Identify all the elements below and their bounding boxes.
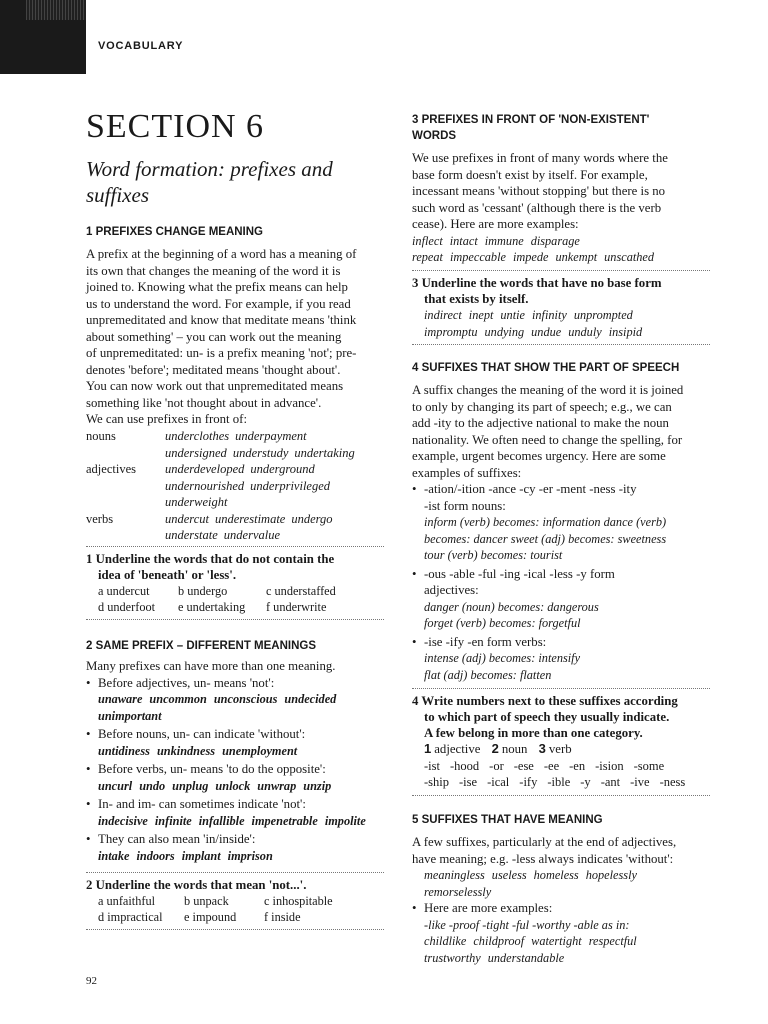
bullet-item: • Before verbs, un- means 'to do the opposite': uncurl undo unplug unlock unwrap unzip [86, 761, 384, 794]
word: impede [512, 250, 549, 264]
word: impolite [324, 813, 366, 828]
suffix-row [412, 758, 710, 775]
word: infallible [198, 813, 245, 828]
s1-line: something like 'not thought about in advance'. [86, 395, 322, 410]
word: unscathed [604, 250, 655, 264]
word[interactable]: impromptu [424, 324, 478, 339]
category-list [412, 741, 710, 758]
s2-intro: Many prefixes can have more than one meaning. [86, 659, 336, 673]
word[interactable]: inept [468, 308, 494, 322]
example-words [98, 743, 384, 760]
section-title: SECTION 6 [86, 108, 265, 145]
corner-texture [26, 0, 86, 20]
suffix-list: -like -proof -tight -ful -worthy -able as in: [424, 917, 630, 932]
category-number: 2 [491, 741, 499, 756]
suffix[interactable]: -ship [424, 775, 449, 789]
bullet-line: flat (adj) becomes: flatten [424, 667, 552, 682]
s4-line: A suffix changes the meaning of the word it is joined [412, 383, 684, 397]
suffix[interactable]: -ee [543, 758, 560, 773]
exercise-question: Write numbers next to these suffixes according [421, 694, 678, 708]
exercise-options [86, 583, 384, 615]
word: unkempt [555, 250, 598, 264]
word: underweight [165, 495, 228, 509]
prefix-table [86, 428, 384, 544]
word: undervalue [223, 528, 281, 542]
bullet-item: • -ise -ify -en form verbs: intense (adj) becomes: intensify flat (adj) becomes: flatten [412, 634, 710, 684]
word: hopelessly [585, 868, 637, 882]
bullet-item: • Before adjectives, un- means 'not': unaware uncommon unconscious undecided unimportant [86, 675, 384, 725]
exercise-1 [86, 546, 384, 620]
exercise-number: 2 [86, 878, 93, 892]
bullet-text: They can also mean 'in/inside': [98, 832, 256, 846]
exercise-words [412, 307, 710, 324]
bullet-line: -ise -ify -en form verbs: [424, 634, 547, 649]
s5-heading: 5 SUFFIXES THAT HAVE MEANING [412, 814, 603, 826]
word: unwrap [257, 778, 297, 793]
option[interactable]: b unpack [184, 894, 229, 908]
suffix[interactable]: -ive [630, 775, 650, 789]
s3-line: incessant means 'without stopping' but there is no [412, 184, 666, 198]
s1-line: of unpremeditated: un- is a prefix meaning 'not'; pre- [86, 346, 357, 360]
word: unkindness [156, 743, 216, 758]
s3-line: such word as 'cessant' (although there is the verb [412, 200, 662, 215]
option[interactable]: d impractical [98, 910, 163, 924]
s5-line: A few suffixes, particularly at the end of adjectives, [412, 835, 677, 849]
suffix[interactable]: -ese [513, 758, 534, 773]
word: understudy [232, 445, 289, 460]
s1-line: unpremeditated and know that meditate means 'think [86, 313, 357, 327]
option[interactable]: c inhospitable [264, 894, 333, 908]
bullet-line: danger (noun) becomes: dangerous [424, 599, 599, 614]
word: imprison [227, 848, 273, 863]
s4-line: example, urgent becomes urgency. Here are some [412, 449, 666, 463]
bullet-text: Here are more examples: [424, 901, 553, 915]
word: impenetrable [251, 813, 318, 828]
bullet-text: Before adjectives, un- means 'not': [98, 675, 275, 690]
exercise-question: Underline the words that have no base form [421, 276, 662, 290]
s3-heading-line1: 3 PREFIXES IN FRONT OF 'NON-EXISTENT' [412, 114, 650, 126]
word: childproof [473, 934, 525, 948]
word: undercut [165, 511, 209, 526]
bullet-item: • In- and im- can sometimes indicate 'not': indecisive infinite infallible impenetrable impolite [86, 796, 384, 829]
example-words [412, 249, 710, 266]
bullet-item: • -ation/-ition -ance -cy -er -ment -ness -ity -ist form nouns: inform (verb) becomes: information dance (verb) becomes: dancer sweet (adj) becomes: sweetness tour (verb) becomes: tourist [412, 481, 710, 564]
word: useless [491, 868, 527, 882]
word: respectful [588, 934, 637, 948]
suffix[interactable]: -ness [659, 775, 686, 789]
word: intact [449, 233, 478, 248]
word: underpayment [235, 429, 307, 443]
word: underclothes [165, 429, 230, 443]
category-label: verb [548, 742, 572, 756]
word: undernourished [165, 478, 245, 493]
s3-heading [412, 112, 710, 144]
s2-heading: 2 SAME PREFIX – DIFFERENT MEANINGS [86, 640, 317, 652]
bullet-item: • Here are more examples: -like -proof -tight -ful -worthy -able as in: childlike childproof watertight respectful trustworthy understandable [412, 900, 710, 966]
pos-label: adjectives [86, 462, 136, 476]
bullet-item: • They can also mean 'in/inside': intake indoors implant imprison [86, 831, 384, 864]
s4-body [412, 382, 710, 685]
word[interactable]: unduly [568, 324, 602, 339]
word: trustworthy [424, 950, 481, 965]
word: undecided [284, 692, 337, 706]
word[interactable]: indirect [424, 308, 462, 322]
s4-line: to only by changing its part of speech; e.g., we can [412, 399, 672, 414]
suffix[interactable]: -ise [459, 775, 478, 789]
s3-line: base form doesn't exist by itself. For example, [412, 167, 648, 182]
pos-label: verbs [86, 511, 114, 526]
example-words [98, 813, 384, 830]
word: indoors [136, 848, 175, 863]
suffix[interactable]: -en [569, 758, 586, 773]
s3-heading-line2: WORDS [412, 130, 457, 142]
bullet-line: -ation/-ition -ance -cy -er -ment -ness -ity [424, 482, 637, 496]
word: unzip [303, 778, 332, 793]
word[interactable]: untie [500, 308, 525, 322]
word: childlike [424, 934, 467, 948]
s3-line: cease). Here are more examples: [412, 217, 579, 231]
page-number: 92 [86, 975, 97, 987]
exercise-2 [86, 872, 384, 930]
running-header: VOCABULARY [98, 40, 184, 52]
word: homeless [533, 868, 579, 882]
s5-bullets [412, 900, 710, 966]
s1-paragraph [86, 246, 384, 428]
exercise-4 [412, 688, 710, 796]
s4-line: add -ity to the adjective national to make the noun [412, 416, 669, 430]
word: infinite [154, 813, 192, 828]
option[interactable]: f inside [264, 910, 301, 924]
exercise-question-2: idea of 'beneath' or 'less'. [98, 568, 237, 582]
subtitle-line-2: suffixes [86, 183, 149, 207]
word: watertight [531, 934, 582, 948]
s3-line: We use prefixes in front of many words where the [412, 151, 668, 165]
exercise-question-3: A few belong in more than one category. [424, 726, 643, 740]
word: intake [98, 848, 130, 863]
suffix[interactable]: -ant [600, 775, 621, 789]
example-words [424, 933, 710, 950]
s4-heading: 4 SUFFIXES THAT SHOW THE PART OF SPEECH [412, 362, 680, 374]
suffix[interactable]: -ision [595, 758, 624, 773]
option[interactable]: b undergo [178, 584, 228, 598]
s1-line: We can use prefixes in front of: [86, 412, 248, 426]
suffix[interactable]: -ify [519, 775, 538, 789]
option[interactable]: d underfoot [98, 600, 156, 614]
exercise-words [412, 324, 710, 341]
word: undergo [291, 511, 333, 526]
s2-bullets [86, 675, 384, 865]
suffix[interactable]: -y [580, 775, 591, 789]
s1-line: denotes 'before'; meditated means 'thought about'. [86, 362, 341, 377]
word: unconscious [213, 692, 278, 706]
corner-block [0, 0, 86, 74]
word: undersigned [165, 445, 227, 460]
s5-line: have meaning; e.g. -less always indicates 'without': [412, 851, 674, 866]
word: understandable [487, 950, 565, 965]
s3-paragraph [412, 150, 710, 266]
bullet-line: -ous -able -ful -ing -ical -less -y form [424, 566, 615, 581]
example-words [98, 778, 384, 795]
category-label: adjective [434, 742, 481, 756]
bullet-line: -ist form nouns: [424, 498, 506, 513]
exercise-options [86, 893, 384, 925]
bullet-line: inform (verb) becomes: information dance (verb) [424, 515, 667, 529]
category-label: noun [501, 742, 528, 756]
s4-bullets [412, 481, 710, 683]
bullet-item: • Before nouns, un- can indicate 'without': untidiness unkindness unemployment [86, 726, 384, 759]
word: inflect [412, 233, 443, 248]
word: unemployment [222, 743, 298, 758]
example-words [412, 867, 710, 884]
suffix[interactable]: -or [489, 758, 504, 773]
word: disparage [530, 233, 580, 248]
exercise-3 [412, 270, 710, 345]
example-words [98, 848, 384, 865]
bullet-text: In- and im- can sometimes indicate 'not': [98, 797, 306, 811]
word: uncommon [149, 692, 207, 706]
s2-body [86, 658, 384, 866]
word: immune [484, 233, 524, 248]
word[interactable]: unprompted [573, 308, 633, 322]
suffix[interactable]: -ical [487, 775, 510, 789]
word: unplug [172, 778, 209, 793]
option[interactable]: a unfaithful [98, 894, 156, 908]
word[interactable]: unduе [531, 324, 562, 339]
s1-line: about something' – you can work out the meaning [86, 329, 342, 344]
exercise-number: 4 [412, 694, 419, 708]
word[interactable]: undying [484, 324, 525, 339]
exercise-question: Underline the words that do not contain the [95, 552, 335, 566]
word: understate [165, 528, 218, 542]
suffix[interactable]: -ible [547, 775, 571, 789]
suffix-row [412, 774, 710, 791]
word: underestimate [214, 511, 286, 526]
word[interactable]: infinity [531, 308, 567, 322]
word: undo [139, 778, 166, 793]
pos-label: nouns [86, 429, 116, 443]
s1-heading: 1 PREFIXES CHANGE MEANING [86, 226, 263, 238]
bullet-text: Before nouns, un- can indicate 'without': [98, 727, 306, 741]
option[interactable]: f underwrite [266, 600, 327, 614]
s1-line: its own that changes the meaning of the word it is [86, 263, 341, 278]
exercise-number: 1 [86, 552, 93, 566]
exercise-question-2: to which part of speech they usually indicate. [424, 710, 670, 724]
word: underprivileged [250, 478, 331, 493]
word: unlock [215, 778, 251, 793]
word: unimportant [98, 708, 162, 723]
example-words [98, 691, 384, 724]
example-words [412, 233, 710, 250]
s4-line: nationality. We often need to change the spelling, for [412, 432, 683, 447]
suffix[interactable]: -some [633, 758, 665, 773]
exercise-question-2: that exists by itself. [424, 292, 529, 306]
word: repeat [412, 250, 443, 264]
suffix[interactable]: -ist [424, 758, 440, 773]
s1-line: You can now work out that unpremeditated means [86, 379, 344, 393]
word: underdeveloped [165, 462, 245, 476]
section-subtitle [86, 156, 384, 208]
category-number: 1 [424, 741, 432, 756]
bullet-line: becomes: dancer sweet (adj) becomes: sweetness [424, 531, 667, 546]
word: underground [250, 462, 315, 476]
s4-line: examples of suffixes: [412, 465, 522, 480]
option[interactable]: a undercut [98, 584, 150, 598]
example-words [424, 950, 710, 967]
word: indecisive [98, 813, 148, 828]
suffix[interactable]: -hood [449, 758, 480, 773]
s1-line: us to understand the word. For example, if you read [86, 296, 351, 311]
word: implant [181, 848, 221, 863]
section-title-block [86, 108, 384, 146]
exercise-number: 3 [412, 276, 419, 290]
option[interactable]: e impound [184, 910, 237, 924]
bullet-item: • -ous -able -ful -ing -ical -less -y form adjectives: danger (noun) becomes: dangerous forget (verb) becomes: forgetful [412, 566, 710, 632]
word: unaware [98, 692, 143, 706]
bullet-line: adjectives: [424, 583, 479, 597]
bullet-text: Before verbs, un- means 'to do the opposite': [98, 762, 326, 776]
word: remorselessly [424, 884, 492, 899]
word: untidiness [98, 743, 150, 758]
s1-line: A prefix at the beginning of a word has a meaning of [86, 247, 357, 261]
category-number: 3 [538, 741, 546, 756]
bullet-line: intense (adj) becomes: intensify [424, 651, 581, 665]
word: impeccable [449, 250, 506, 264]
word: undertaking [294, 445, 355, 460]
option[interactable]: c understaffed [266, 584, 336, 598]
word: meaningless [424, 868, 485, 882]
option[interactable]: e undertaking [178, 600, 246, 614]
example-words [412, 884, 710, 901]
s5-body [412, 834, 710, 968]
s1-line: joined to. Knowing what the prefix means can help [86, 280, 348, 294]
exercise-question: Underline the words that mean 'not...'. [95, 878, 307, 892]
bullet-line: tour (verb) becomes: tourist [424, 548, 563, 562]
word: uncurl [98, 778, 133, 793]
word[interactable]: insipid [608, 324, 643, 339]
subtitle-line-1: Word formation: prefixes and [86, 157, 333, 181]
bullet-line: forget (verb) becomes: forgetful [424, 616, 581, 630]
